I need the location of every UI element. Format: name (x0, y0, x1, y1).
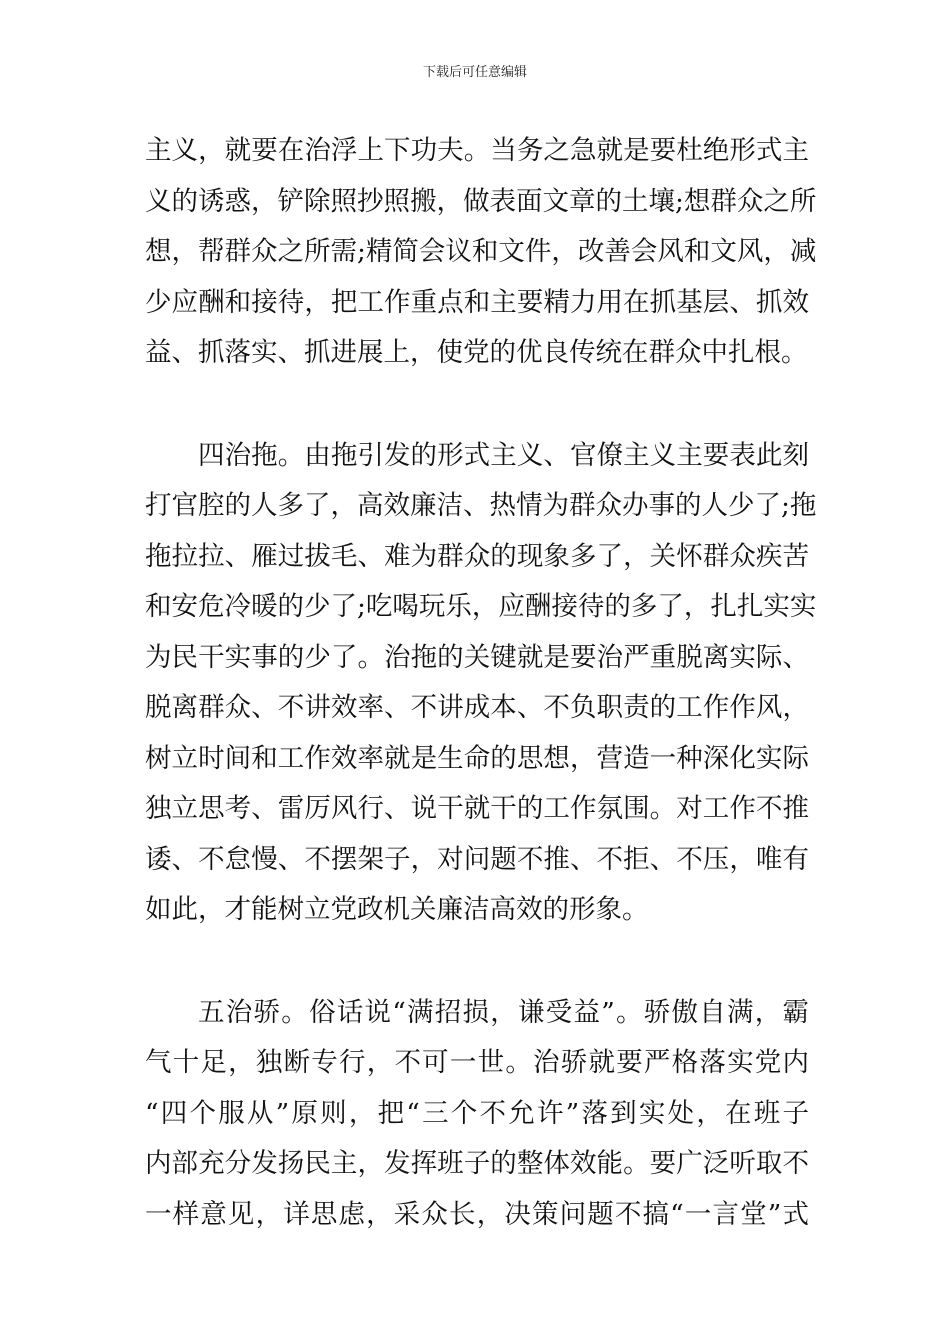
paragraph-3 (145, 988, 809, 1241)
text-line: 五治骄。俗话说“满招损，谦受益”。骄傲自满，霸 (198, 996, 809, 1028)
text-line: 打官腔的人多了，高效廉洁、热情为群众办事的人少了;拖 (145, 490, 817, 521)
text-line: 四治拖。由拖引发的形式主义、官僚主义主要表此刻 (198, 439, 809, 471)
text-line: 义的诱惑，铲除照抄照搬，做表面文章的土壤;想群众之所 (145, 185, 817, 217)
text-line: 主义，就要在治浮上下功夫。当务之急就是要杜绝形式主 (145, 135, 809, 166)
text-line: 拖拉拉、雁过拔毛、难为群众的现象多了，关怀群众疾苦 (145, 540, 809, 572)
paragraph-1 (145, 126, 817, 379)
text-line: 如此，才能树立党政机关廉洁高效的形象。 (145, 894, 649, 925)
text-line: 为民干实事的少了。治拖的关键就是要治严重脱离实际、 (145, 641, 809, 673)
text-line: 少应酬和接待，把工作重点和主要精力用在抓基层、抓效 (145, 286, 809, 318)
paragraph-gap (145, 936, 809, 988)
text-line: 想，帮群众之所需;精简会议和文件，改善会风和文风，减 (145, 236, 817, 267)
text-line: 脱离群众、不讲效率、不讲成本、不负职责的工作作风， (145, 692, 809, 723)
text-line: 独立思考、雷厉风行、说干就干的工作氛围。对工作不推 (145, 793, 809, 824)
document-body (145, 126, 817, 1240)
paragraph-2 (145, 431, 817, 936)
text-line: 诿、不怠慢、不摆架子，对问题不推、不拒、不压，唯有 (145, 843, 809, 875)
text-line: 和安危冷暖的少了;吃喝玩乐，应酬接待的多了，扎扎实实 (145, 591, 817, 622)
text-line: 气十足，独断专行，不可一世。治骄就要严格落实党内 (145, 1047, 809, 1078)
paragraph-gap (145, 379, 809, 431)
text-line: 树立时间和工作效率就是生命的思想，营造一种深化实际 (145, 742, 809, 774)
page-header: 下载后可任意编辑 (422, 65, 527, 80)
text-line: 一样意见，详思虑，采众长，决策问题不搞“一言堂”式 (145, 1198, 809, 1230)
text-line: “四个服从”原则，把“三个不允许”落到实处，在班子 (145, 1097, 809, 1129)
text-line: 内部充分发扬民主，发挥班子的整体效能。要广泛听取不 (145, 1148, 809, 1179)
text-line: 益、抓落实、抓进展上，使党的优良传统在群众中扎根。 (145, 337, 808, 368)
